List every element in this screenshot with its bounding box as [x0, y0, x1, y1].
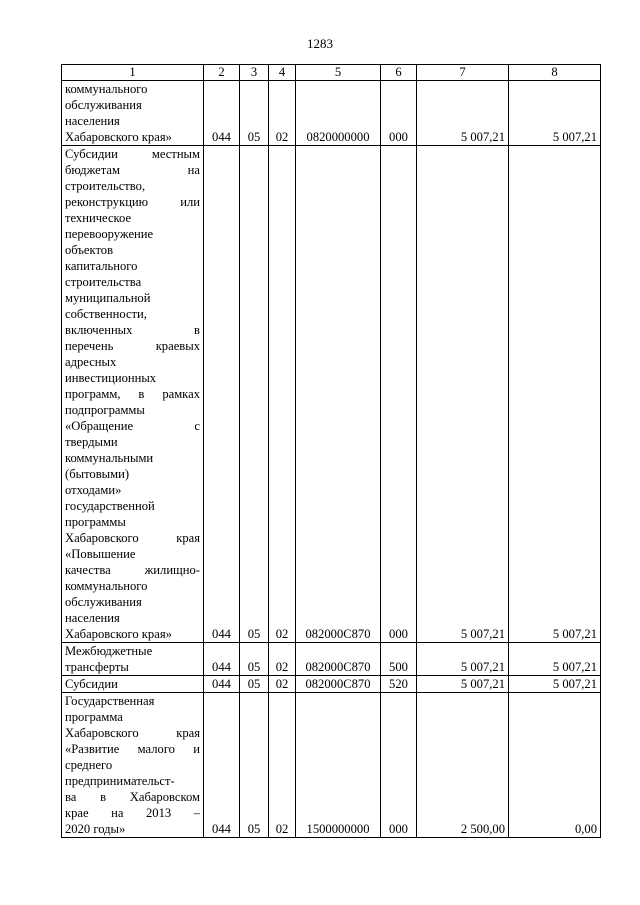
row-name-line: Государственная: [65, 694, 155, 708]
header-row: [62, 65, 601, 81]
row-name-line: капитального: [65, 259, 138, 273]
row-name-line: строительства: [65, 275, 142, 289]
target-code: 0820000000: [296, 81, 381, 146]
row-name-line: Межбюджетные: [65, 644, 153, 658]
section-code: 05: [240, 643, 269, 676]
row-name-line: муниципальной: [65, 291, 151, 305]
row-name-line: ва в Хабаровском: [65, 790, 200, 804]
row-name-line: техническое: [65, 211, 132, 225]
table-row: [62, 643, 601, 676]
section-code: 05: [240, 81, 269, 146]
row-name: [62, 146, 204, 643]
row-name-line: адресных: [65, 355, 117, 369]
row-name-line: программ, в рамках: [65, 387, 200, 401]
amount: 5 007,21: [417, 676, 509, 693]
row-name-line: Хабаровского края: [65, 531, 200, 545]
admin-code: 044: [204, 146, 240, 643]
row-name-line: программы: [65, 515, 126, 529]
expense-type-code: 520: [381, 676, 417, 693]
expense-type-code: 500: [381, 643, 417, 676]
admin-code: 044: [204, 676, 240, 693]
row-name-line: трансферты: [65, 660, 129, 674]
row-name-line: перечень краевых: [65, 339, 200, 353]
section-code: 05: [240, 693, 269, 838]
row-name-line: собственности,: [65, 307, 147, 321]
amount: 5 007,21: [417, 643, 509, 676]
expense-type-code: 000: [381, 146, 417, 643]
budget-table: [61, 64, 601, 838]
row-name-line: обслуживания: [65, 98, 142, 112]
admin-code: 044: [204, 693, 240, 838]
table-row: [62, 676, 601, 693]
row-name-line: коммунальными: [65, 451, 154, 465]
subsection-code: 02: [269, 146, 296, 643]
row-name-line: предпринимательст-: [65, 774, 175, 788]
row-name-line: «Обращение с: [65, 419, 200, 433]
row-name-line: Субсидии: [65, 677, 118, 691]
target-code: 082000С870: [296, 146, 381, 643]
row-name-line: (бытовыми): [65, 467, 130, 481]
amount-second: 5 007,21: [509, 146, 601, 643]
row-name-line: объектов: [65, 243, 114, 257]
row-name-line: реконструкцию или: [65, 195, 200, 209]
row-name-line: государственной: [65, 499, 155, 513]
row-name-line: Субсидии местным: [65, 147, 200, 161]
amount: 5 007,21: [417, 81, 509, 146]
admin-code: 044: [204, 81, 240, 146]
page-number: 1283: [307, 36, 333, 51]
row-name-line: коммунального: [65, 579, 148, 593]
row-name-line: Хабаровского края»: [65, 130, 172, 144]
row-name-line: подпрограммы: [65, 403, 145, 417]
row-name-line: «Развитие малого и: [65, 742, 200, 756]
subsection-code: 02: [269, 643, 296, 676]
col-header: 8: [509, 65, 601, 81]
amount: 2 500,00: [417, 693, 509, 838]
target-code: 082000С870: [296, 643, 381, 676]
table-row: [62, 81, 601, 146]
col-header: 1: [62, 65, 204, 81]
row-name-line: перевооружение: [65, 227, 154, 241]
row-name: [62, 643, 204, 676]
row-name-line: Хабаровского края»: [65, 627, 172, 641]
col-header: 2: [204, 65, 240, 81]
amount-second: 5 007,21: [509, 643, 601, 676]
col-header: 6: [381, 65, 417, 81]
row-name-line: «Повышение: [65, 547, 136, 561]
row-name-line: отходами»: [65, 483, 122, 497]
row-name-line: твердыми: [65, 435, 118, 449]
target-code: 1500000000: [296, 693, 381, 838]
table-row: [62, 693, 601, 838]
row-name-line: строительство,: [65, 179, 146, 193]
row-name-line: населения: [65, 611, 120, 625]
amount-second: 5 007,21: [509, 676, 601, 693]
subsection-code: 02: [269, 676, 296, 693]
row-name: [62, 693, 204, 838]
row-name-line: включенных в: [65, 323, 200, 337]
col-header: 7: [417, 65, 509, 81]
row-name-line: качества жилищно-: [65, 563, 200, 577]
col-header: 3: [240, 65, 269, 81]
expense-type-code: 000: [381, 81, 417, 146]
row-name: [62, 81, 204, 146]
row-name-line: 2020 годы»: [65, 822, 126, 836]
col-header: 5: [296, 65, 381, 81]
row-name-line: крае на 2013 –: [65, 806, 200, 820]
expense-type-code: 000: [381, 693, 417, 838]
subsection-code: 02: [269, 693, 296, 838]
target-code: 082000С870: [296, 676, 381, 693]
row-name-line: коммунального: [65, 82, 148, 96]
row-name-line: программа: [65, 710, 123, 724]
amount-second: 0,00: [509, 693, 601, 838]
row-name-line: инвестиционных: [65, 371, 157, 385]
amount: 5 007,21: [417, 146, 509, 643]
section-code: 05: [240, 676, 269, 693]
row-name-line: бюджетам на: [65, 163, 200, 177]
amount-second: 5 007,21: [509, 81, 601, 146]
section-code: 05: [240, 146, 269, 643]
table-row: [62, 146, 601, 643]
admin-code: 044: [204, 643, 240, 676]
row-name-line: обслуживания: [65, 595, 142, 609]
row-name: [62, 676, 204, 693]
row-name-line: населения: [65, 114, 120, 128]
subsection-code: 02: [269, 81, 296, 146]
col-header: 4: [269, 65, 296, 81]
row-name-line: среднего: [65, 758, 113, 772]
row-name-line: Хабаровского края: [65, 726, 200, 740]
